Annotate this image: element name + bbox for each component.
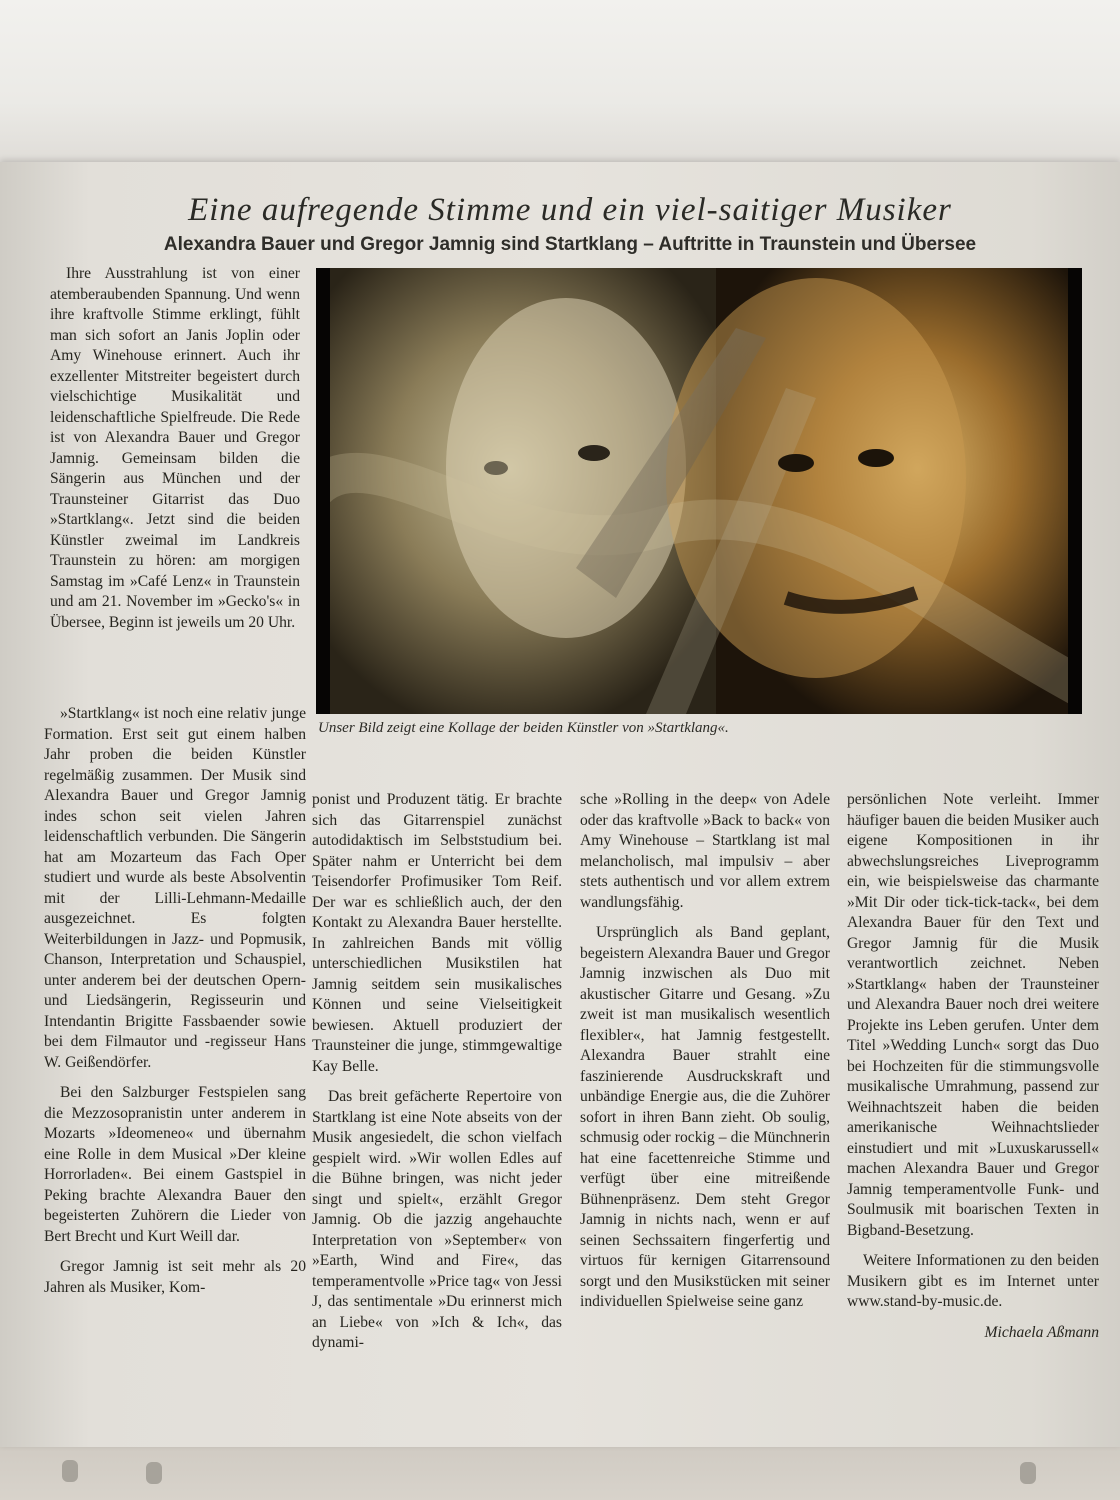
paragraph: »Startklang« ist noch eine relativ junge Formation. Erst seit gut einem halben Jahr proben die beiden Künstler regelmäßig zusammen. Der Musik sind Alexandra Bauer und Gregor Jamnig indes schon seit vielen Jahren leidenschaftlich verbunden. Die Sängerin hat am Mozarteum das Fach Oper studiert und wurde als beste Absolventin mit der Lilli-Lehmann-Medaille ausgezeichnet. Es folgten Weiterbildungen in Jazz- und Popmusik, Chanson, Interpretation und Schauspiel, unter anderem bei der deutschen Opern- und Liedsängerin, Regisseurin und Intendantin Brigitte Fassbaender sowie bei dem Filmautor und -regisseur Hans W. Geißendörfer.	[44, 705, 306, 1071]
photo-caption: Unser Bild zeigt eine Kollage der beiden Künstler von »Startklang«.	[318, 720, 729, 736]
paragraph: Weitere Informationen zu den beiden Musikern gibt es im Internet unter www.stand-by-music.de.	[847, 1252, 1099, 1310]
paragraph: Gregor Jamnig ist seit mehr als 20 Jahren als Musiker, Kom-	[44, 1258, 306, 1296]
byline	[847, 1323, 1099, 1344]
article-column-2	[312, 790, 562, 1364]
author-name: Michaela Aßmann	[984, 1323, 1099, 1341]
binder-hole	[1020, 1462, 1036, 1484]
paragraph: sche »Rolling in the deep« von Adele oder das kraftvolle »Back to back« von Amy Winehouse – Startklang ist mal melancholisch, mal impulsiv – aber stets authentisch und vor allem extrem wandlungsfähig.	[580, 791, 830, 911]
paragraph: ponist und Produzent tätig. Er brachte sich das Gitarrenspiel zunächst autodidaktisch im Selbststudium bei. Später nahm er Unterricht bei dem Teisendorfer Profimusiker Tom Reif. Der war es schließlich auch, der den Kontakt zu Alexandra Bauer herstellte. In zahlreichen Bands mit völlig unterschiedlichen Musikstilen hat Jamnig seitdem sein musikalisches Können und seine Vielseitigkeit bewiesen. Aktuell produziert der Traunsteiner die junge, stimmgewaltige Kay Belle.	[312, 791, 562, 1075]
paragraph: Ursprünglich als Band geplant, begeistern Alexandra Bauer und Gregor Jamnig inzwischen als Duo mit akustischer Gitarre und Gesang. »Zu zweit ist man musikalisch wesentlich flexibler«, hat Jamnig festgestellt. Alexandra Bauer strahlt eine faszinierende Ausdruckskraft und unbändige Energie aus, die die Zuhörer sofort in ihren Bann zieht. Ob soulig, schmusig oder rockig – die Münchnerin hat eine facettenreiche Stimme und verfügt über eine mitreißende Bühnenpräsenz. Dem steht Gregor Jamnig in nichts nach, wenn er auf seinen Sechssaitern fingerfertig und virtuos für kernigen Gitarrensound sorgt und den Musikstücken mit seiner individuellen Spielweise seine ganz	[580, 924, 830, 1310]
paragraph: persönlichen Note verleiht. Immer häufiger bauen die beiden Musiker auch eigene Kompositionen in ihr abwechslungsreiches Liveprogramm ein, wie beispielsweise das charmante »Mit Dir oder tick-tick-tack«, bei dem Alexandra Bauer für den Text und Gregor Jamnig für die Musik verantwortlich zeichnet. Neben »Startklang« haben der Traunsteiner und Alexandra Bauer noch drei weitere Projekte ins Leben gerufen. Unter dem Titel »Wedding Lunch« sorgt das Duo bei Hochzeiten für die stimmungsvolle musikalische Umrahmung, passend zur Weihnachtszeit haben die beiden amerikanische Weihnachtslieder einstudiert und mit »Luxuskarussell« machen Alexandra Bauer und Gregor Jamnig temperamentvolle Funk- und Soulmusik mit boarischen Texten in Bigband-Besetzung.	[847, 791, 1099, 1239]
adjacent-column-fragment	[1096, 182, 1120, 1442]
paragraph: Das breit gefächerte Repertoire von Startklang ist eine Note abseits von der Musik angesiedelt, die schon vielfach gespielt wird. »Wir wollen Edles auf die Bühne bringen, was nicht jeder singt und spielt«, erzählt Gregor Jamnig. Ob die jazzig angehauchte Interpretation von »September« von »Earth, Wind and Fire«, das temperamentvolle »Price tag« von Jessi J, das sentimentale »Du erinnerst mich an Liebe« von »Ich & Ich«, das dynami-	[312, 1088, 562, 1351]
binder-hole	[62, 1460, 78, 1482]
paragraph: Bei den Salzburger Festspielen sang die Mezzosopranistin unter anderem in Mozarts »Ideomeneo« und übernahm eine Rolle in dem Musical »Der kleine Horrorladen«. Bei einem Gastspiel in Peking brachte Alexandra Bauer den begeisterten Zuhörern die Lieder von Bert Brecht und Kurt Weill dar.	[44, 1084, 306, 1245]
binder-hole	[146, 1462, 162, 1484]
background-cloth	[0, 0, 1120, 170]
article-subheadline: Alexandra Bauer und Gregor Jamnig sind Startklang – Auftritte in Traunstein und Übersee	[163, 234, 977, 255]
newspaper-clipping	[0, 162, 1120, 1447]
article-column-3	[580, 790, 830, 1323]
article-headline: Eine aufregende Stimme und ein viel-saitiger Musiker	[188, 192, 952, 228]
photo-collage-image	[316, 268, 1082, 714]
background-board	[0, 1440, 1120, 1500]
article-column-4	[847, 790, 1099, 1353]
article-column-1-bottom	[44, 704, 306, 1308]
paragraph: Ihre Ausstrahlung ist von einer atemberaubenden Spannung. Und wenn ihre kraftvolle Stimme erklingt, fühlt man sich sofort an Janis Joplin oder Amy Winehouse erinnert. Auch ihr exzellenter Mitstreiter begeistert durch vielschichtige Musikalität und leidenschaftliche Spielfreude. Die Rede ist von Alexandra Bauer und Gregor Jamnig. Gemeinsam bilden die Sängerin aus München und der Traunsteiner Gitarrist das Duo »Startklang«. Jetzt sind die beiden Künstler zweimal im Landkreis Traunstein zu hören: am morgigen Samstag im »Café Lenz« in Traunstein und am 21. November im »Gecko's« in Übersee, Beginn ist jeweils um 20 Uhr.	[50, 265, 300, 631]
article-photo	[316, 268, 1082, 714]
article-column-1-top	[50, 264, 300, 643]
